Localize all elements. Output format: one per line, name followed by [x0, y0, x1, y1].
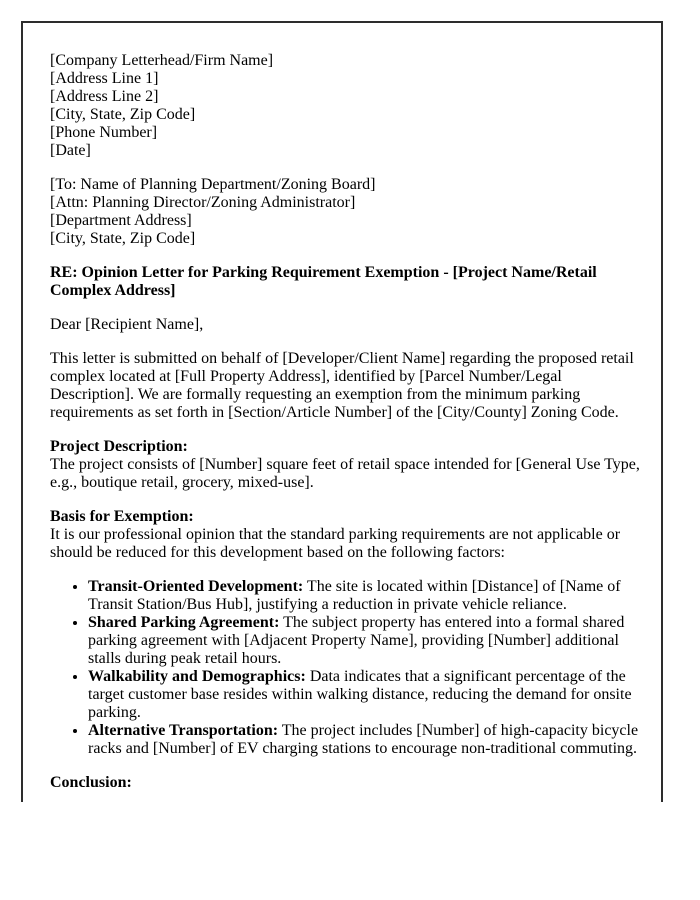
factor-text: The site is located within [Distance] of [Name of Transit Station/Bus Hub], justifying a reduction in private vehicle reliance. [88, 578, 621, 613]
factor-label: Alternative Transportation: [88, 722, 279, 739]
recipient-city-state-zip: [City, State, Zip Code] [50, 230, 196, 247]
factor-text: The subject property has entered into a formal shared parking agreement with [Adjacent Property Name], providing [Number] additional stalls during peak retail hours. [88, 614, 625, 667]
factor-label: Walkability and Demographics: [88, 668, 306, 685]
sender-address-line-2: [Address Line 2] [50, 88, 159, 105]
recipient-department-address: [Department Address] [50, 212, 192, 229]
sender-city-state-zip: [City, State, Zip Code] [50, 106, 196, 123]
section-basis-for-exemption [50, 508, 643, 562]
recipient-attn-line: [Attn: Planning Director/Zoning Administrator] [50, 194, 356, 211]
recipient-to-line: [To: Name of Planning Department/Zoning Board] [50, 176, 376, 193]
factor-item-transit-oriented [88, 578, 643, 614]
factor-label: Transit-Oriented Development: [88, 578, 304, 595]
factor-item-shared-parking [88, 614, 643, 668]
subject-line [50, 264, 643, 300]
factor-label: Shared Parking Agreement: [88, 614, 280, 631]
project-description-heading: Project Description: [50, 438, 188, 455]
intro-paragraph: This letter is submitted on behalf of [Developer/Client Name] regarding the proposed retail complex located at [Full Property Address], identified by [Parcel Number/Legal Description]. We are formally requesting an exemption from the minimum parking requirements as set forth in [Section/Article Number] of the [City/County] Zoning Code. [50, 350, 634, 421]
section-conclusion [50, 774, 643, 792]
factor-item-alternative-transportation [88, 722, 643, 758]
sender-block [50, 52, 643, 160]
subject-text: RE: Opinion Letter for Parking Requirement Exemption - [Project Name/Retail Complex Address] [50, 264, 597, 299]
basis-for-exemption-heading: Basis for Exemption: [50, 508, 194, 525]
salutation: Dear [Recipient Name], [50, 316, 204, 333]
factor-text: The project includes [Number] of high-capacity bicycle racks and [Number] of EV charging stations to encourage non-traditional commuting. [88, 722, 639, 757]
sender-phone: [Phone Number] [50, 124, 158, 141]
exemption-factors-list [50, 578, 643, 758]
letter-date: [Date] [50, 142, 91, 159]
factor-text: Data indicates that a significant percentage of the target customer base resides within walking distance, reducing the demand for onsite parking. [88, 668, 632, 721]
conclusion-heading: Conclusion: [50, 774, 132, 791]
factor-item-walkability [88, 668, 643, 722]
sender-firm-name: [Company Letterhead/Firm Name] [50, 52, 274, 69]
recipient-block [50, 176, 643, 248]
basis-for-exemption-body: It is our professional opinion that the standard parking requirements are not applicable or should be reduced for this development based on the following factors: [50, 526, 621, 561]
section-project-description [50, 438, 643, 492]
sender-address-line-1: [Address Line 1] [50, 70, 159, 87]
project-description-body: The project consists of [Number] square feet of retail space intended for [General Use Type, e.g., boutique retail, grocery, mixed-use]. [50, 456, 640, 491]
letter-page [21, 21, 663, 802]
